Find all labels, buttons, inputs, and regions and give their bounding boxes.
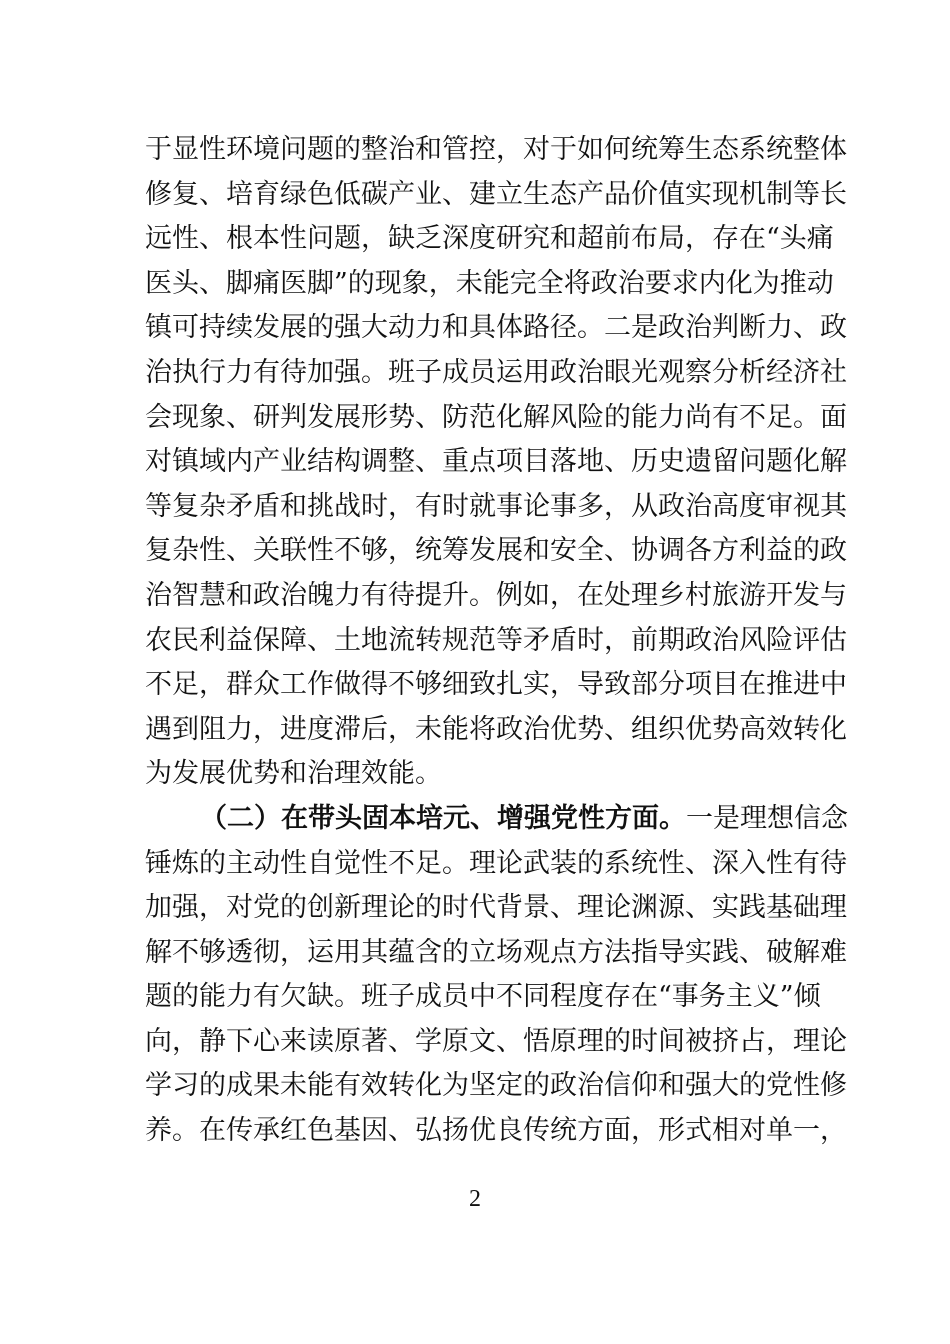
text-line: 治智慧和政治魄力有待提升。例如，在处理乡村旅游开发与 <box>145 579 847 611</box>
text-line: 对镇域内产业结构调整、重点项目落地、历史遗留问题化解 <box>145 446 847 478</box>
text-line: 养。在传承红色基因、弘扬优良传统方面，形式相对单一， <box>145 1115 847 1147</box>
heading-followup-text: 一是理想信念 <box>686 802 848 834</box>
text-line: 等复杂矛盾和挑战时，有时就事论事多，从政治高度审视其 <box>145 490 847 522</box>
text-line: 农民利益保障、土地流转规范等矛盾时，前期政治风险评估 <box>145 624 847 656</box>
text-line: 为发展优势和治理效能。 <box>145 758 442 790</box>
text-line: 不足，群众工作做得不够细致扎实，导致部分项目在推进中 <box>145 669 847 701</box>
text-line: 遇到阻力，进度滞后，未能将政治优势、组织优势高效转化 <box>145 713 847 745</box>
text-line: 医头、脚痛医脚”的现象，未能完全将政治要求内化为推动 <box>145 267 834 299</box>
text-line: 修复、培育绿色低碳产业、建立生态产品价值实现机制等长 <box>145 178 847 210</box>
text-line: 复杂性、关联性不够，统筹发展和安全、协调各方利益的政 <box>145 535 847 567</box>
text-line: 学习的成果未能有效转化为坚定的政治信仰和强大的党性修 <box>145 1070 847 1102</box>
text-line: 镇可持续发展的强大动力和具体路径。二是政治判断力、政 <box>145 312 847 344</box>
text-line: 治执行力有待加强。班子成员运用政治眼光观察分析经济社 <box>145 356 847 388</box>
page-number: 2 <box>469 1186 481 1212</box>
section-heading: （二）在带头固本培元、增强党性方面。 <box>200 802 686 834</box>
paragraph-1 <box>145 128 847 797</box>
paragraph-2-first-line <box>145 797 848 842</box>
text-line: 解不够透彻，运用其蕴含的立场观点方法指导实践、破解难 <box>145 936 847 968</box>
text-line: 加强，对党的创新理论的时代背景、理论渊源、实践基础理 <box>145 892 847 924</box>
text-line: 于显性环境问题的整治和管控，对于如何统筹生态系统整体 <box>145 134 847 165</box>
text-line: 题的能力有欠缺。班子成员中不同程度存在“事务主义”倾 <box>145 981 821 1013</box>
text-line: 远性、根本性问题，缺乏深度研究和超前布局，存在“头痛 <box>145 223 834 255</box>
text-line: 向，静下心来读原著、学原文、悟原理的时间被挤占，理论 <box>145 1025 847 1057</box>
text-line: 锤炼的主动性自觉性不足。理论武装的系统性、深入性有待 <box>145 847 847 879</box>
text-line: 会现象、研判发展形势、防范化解风险的能力尚有不足。面 <box>145 401 847 433</box>
paragraph-2 <box>145 797 848 1154</box>
document-body <box>145 128 848 1154</box>
